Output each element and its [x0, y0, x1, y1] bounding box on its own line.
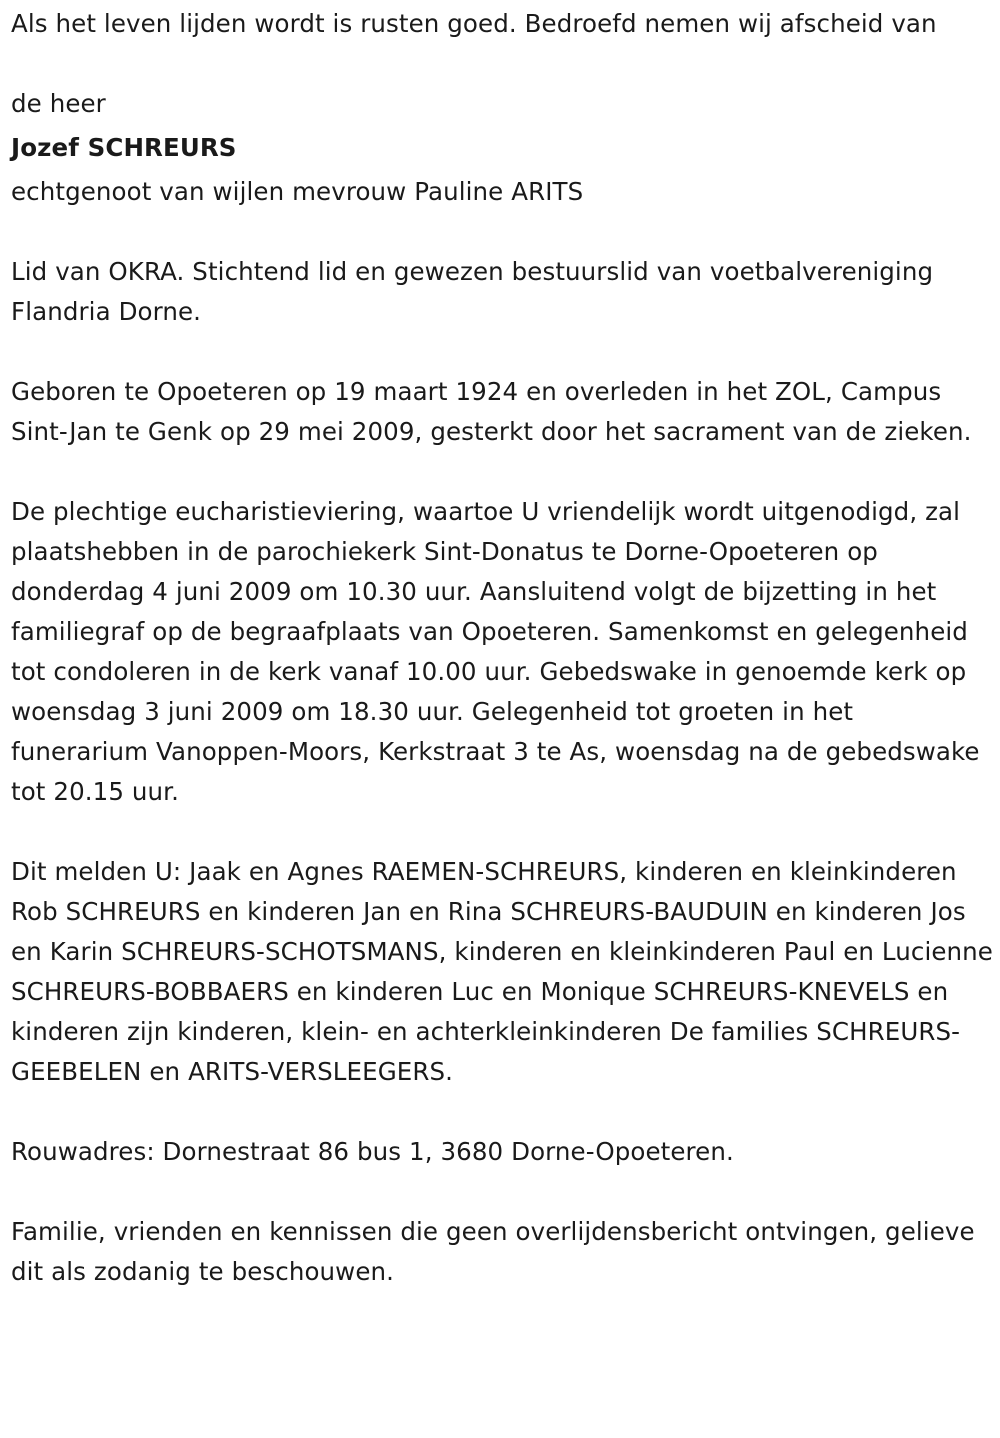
address-line: Rouwadres: Dornestraat 86 bus 1, 3680 Dorne-Opoeteren. [11, 1137, 734, 1166]
spacer [11, 1092, 996, 1132]
closing-paragraph: Familie, vrienden en kennissen die geen overlijdensbericht ontvingen, gelieve dit als zodanig te beschouwen. [11, 1217, 975, 1286]
membership-paragraph: Lid van OKRA. Stichtend lid en gewezen bestuurslid van voetbalvereniging Flandria Dorne. [11, 257, 934, 326]
birth-death-paragraph: Geboren te Opoeteren op 19 maart 1924 en overleden in het ZOL, Campus Sint-Jan te Genk op 29 mei 2009, gesterkt door het sacrament van de zieken. [11, 377, 972, 446]
spacer [11, 44, 996, 84]
spacer [11, 212, 996, 252]
spouse-line: echtgenoot van wijlen mevrouw Pauline ARITS [11, 177, 584, 206]
opening-line: Als het leven lijden wordt is rusten goed. Bedroefd nemen wij afscheid van [11, 9, 937, 38]
spacer [11, 452, 996, 492]
spacer [11, 332, 996, 372]
deceased-name: Jozef SCHREURS [11, 133, 237, 162]
ceremony-paragraph: De plechtige eucharistieviering, waartoe U vriendelijk wordt uitgenodigd, zal plaatshebben in de parochiekerk Sint-Donatus te Dorne-Opoeteren op donderdag 4 juni 2009 om 10.30 uur. Aansluitend volgt de bijzetting in het familiegraf op de begraafplaats van Opoeteren. Samenkomst en gelegenheid tot condoleren in de kerk vanaf 10.00 uur. Gebedswake in genoemde kerk op woensdag 3 juni 2009 om 18.30 uur. Gelegenheid tot groeten in het funerarium Vanoppen-Moors, Kerkstraat 3 te As, woensdag na de gebedswake tot 20.15 uur. [11, 497, 980, 806]
salutation: de heer [11, 89, 106, 118]
spacer [11, 812, 996, 852]
spacer [11, 1172, 996, 1212]
family-paragraph: Dit melden U: Jaak en Agnes RAEMEN-SCHREURS, kinderen en kleinkinderen Rob SCHREURS en kinderen Jan en Rina SCHREURS-BAUDUIN en kinderen Jos en Karin SCHREURS-SCHOTSMANS, kinderen en kleinkinderen Paul en Lucienne SCHREURS-BOBBAERS en kinderen Luc en Monique SCHREURS-KNEVELS en kinderen zijn kinderen, klein- en achterkleinkinderen De families SCHREURS-GEEBELEN en ARITS-VERSLEEGERS. [11, 857, 993, 1086]
obituary-document [11, 4, 996, 1292]
